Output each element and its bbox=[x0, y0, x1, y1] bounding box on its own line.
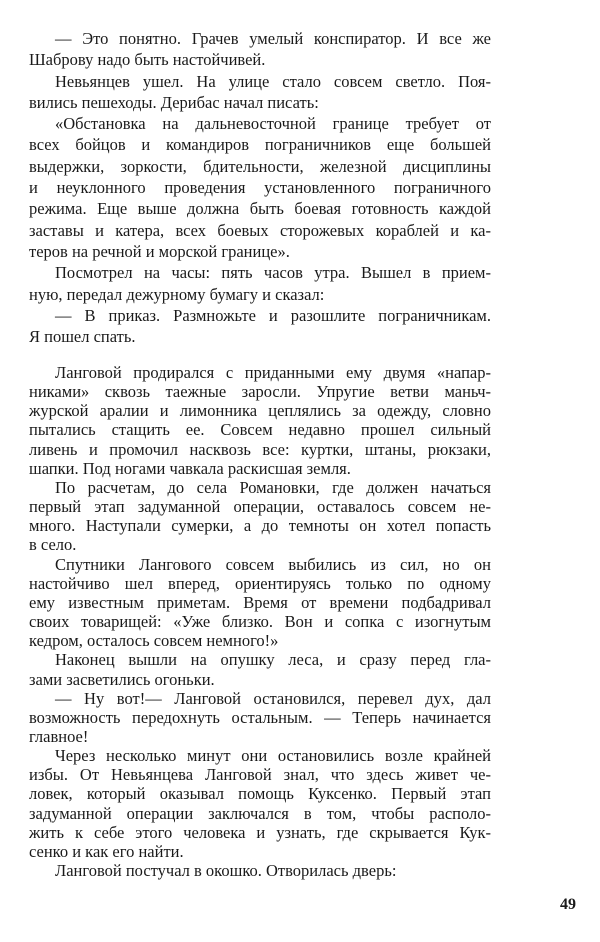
text-section-1 bbox=[29, 28, 491, 347]
text-line: настойчиво шел вперед, ориентируясь только по одному bbox=[29, 573, 491, 593]
text-line: Я пошел спать. bbox=[29, 327, 136, 347]
text-line: журской аралии и лимонника цеплялись за одежду, словно bbox=[29, 401, 491, 421]
text-line: ливень и промочил насквозь все: куртки, штаны, рюкзаки, bbox=[29, 439, 491, 459]
text-line: Спутники Лангового совсем выбились из сил, но он bbox=[55, 554, 491, 574]
paragraph bbox=[29, 113, 491, 262]
paragraph bbox=[29, 650, 491, 688]
text-line: Посмотрел на часы: пять часов утра. Вышел в прием- bbox=[55, 263, 491, 283]
text-line: первый этап задуманной операции, оставалось совсем не- bbox=[29, 497, 491, 517]
text-line: теров на речной и морской границе». bbox=[29, 241, 290, 261]
paragraph bbox=[29, 262, 491, 305]
text-line: Невьянцев ушел. На улице стало совсем светло. Поя- bbox=[55, 71, 491, 91]
paragraph bbox=[29, 555, 491, 651]
paragraph bbox=[29, 363, 491, 478]
paragraph bbox=[29, 305, 491, 348]
text-line: много. Наступали сумерки, а до темноты он хотел попасть bbox=[29, 516, 491, 536]
text-line: сенко и как его найти. bbox=[29, 841, 184, 861]
text-line: в село. bbox=[29, 535, 77, 555]
text-line: вились пешеходы. Дерибас начал писать: bbox=[29, 92, 319, 112]
text-line: своих товарищей: «Уже близко. Вон и сопка с изогнутым bbox=[29, 612, 491, 632]
text-line: — Ну вот!— Ланговой остановился, перевел дух, дал bbox=[55, 688, 491, 708]
text-line: и неуклонного проведения установленного пограничного bbox=[29, 178, 491, 198]
text-line: никами» сквозь таежные заросли. Упругие ветви маньч- bbox=[29, 382, 491, 402]
paragraph bbox=[29, 71, 491, 114]
text-line: шапки. Под ногами чавкала раскисшая земля. bbox=[29, 458, 351, 478]
paragraph bbox=[29, 28, 491, 71]
text-line: Наконец вышли на опушку леса, и сразу перед гла- bbox=[55, 650, 491, 670]
text-line: зами засветились огоньки. bbox=[29, 669, 215, 689]
text-line: Ланговой продирался с приданными ему двумя «напар- bbox=[55, 363, 491, 382]
text-line: заставы и катера, всех боевых сторожевых кораблей и ка- bbox=[29, 220, 491, 240]
text-line: режима. Еще выше должна быть боевая готовность каждой bbox=[29, 199, 491, 219]
text-line: главное! bbox=[29, 726, 89, 746]
text-line: — Это понятно. Грачев умелый конспиратор. И все же bbox=[55, 29, 491, 48]
text-line: По расчетам, до села Романовки, где должен начаться bbox=[55, 477, 491, 497]
paragraph bbox=[29, 478, 491, 555]
text-line: возможность передохнуть остальным. — Теперь начинается bbox=[29, 707, 491, 727]
paragraph bbox=[29, 689, 491, 746]
text-line: жить к себе этого человека и узнать, где скрывается Кук- bbox=[29, 822, 491, 842]
text-line: пытались стащить ее. Совсем недавно прошел сильный bbox=[29, 420, 491, 440]
text-line: ловек, который оказывал помощь Куксенко. Первый этап bbox=[29, 784, 491, 804]
text-line: выдержки, зоркости, бдительности, железной дисциплины bbox=[29, 156, 491, 176]
text-line: Через несколько минут они остановились возле крайней bbox=[55, 746, 491, 766]
text-line: задуманной операции заключался в том, чтобы располо- bbox=[29, 803, 491, 823]
text-line: Шаброву надо быть настойчивей. bbox=[29, 50, 266, 70]
paragraph bbox=[29, 746, 491, 861]
text-line: всех бойцов и командиров пограничников еще большей bbox=[29, 135, 491, 155]
text-line: ную, передал дежурному бумагу и сказал: bbox=[29, 284, 325, 304]
paragraph bbox=[29, 861, 491, 880]
text-line: «Обстановка на дальневосточной границе требует от bbox=[55, 114, 491, 134]
text-section-2 bbox=[29, 363, 491, 880]
text-line: — В приказ. Размножьте и разошлите пограничникам. bbox=[55, 305, 491, 325]
text-line: ему известным приметам. Время от времени подбадривал bbox=[29, 592, 491, 612]
page-number: 49 bbox=[560, 896, 576, 913]
text-line: кедром, осталось совсем немного!» bbox=[29, 631, 279, 651]
text-line: избы. От Невьянцева Ланговой знал, что здесь живет че- bbox=[29, 765, 491, 785]
text-line: Ланговой постучал в окошко. Отворилась дверь: bbox=[55, 861, 397, 881]
